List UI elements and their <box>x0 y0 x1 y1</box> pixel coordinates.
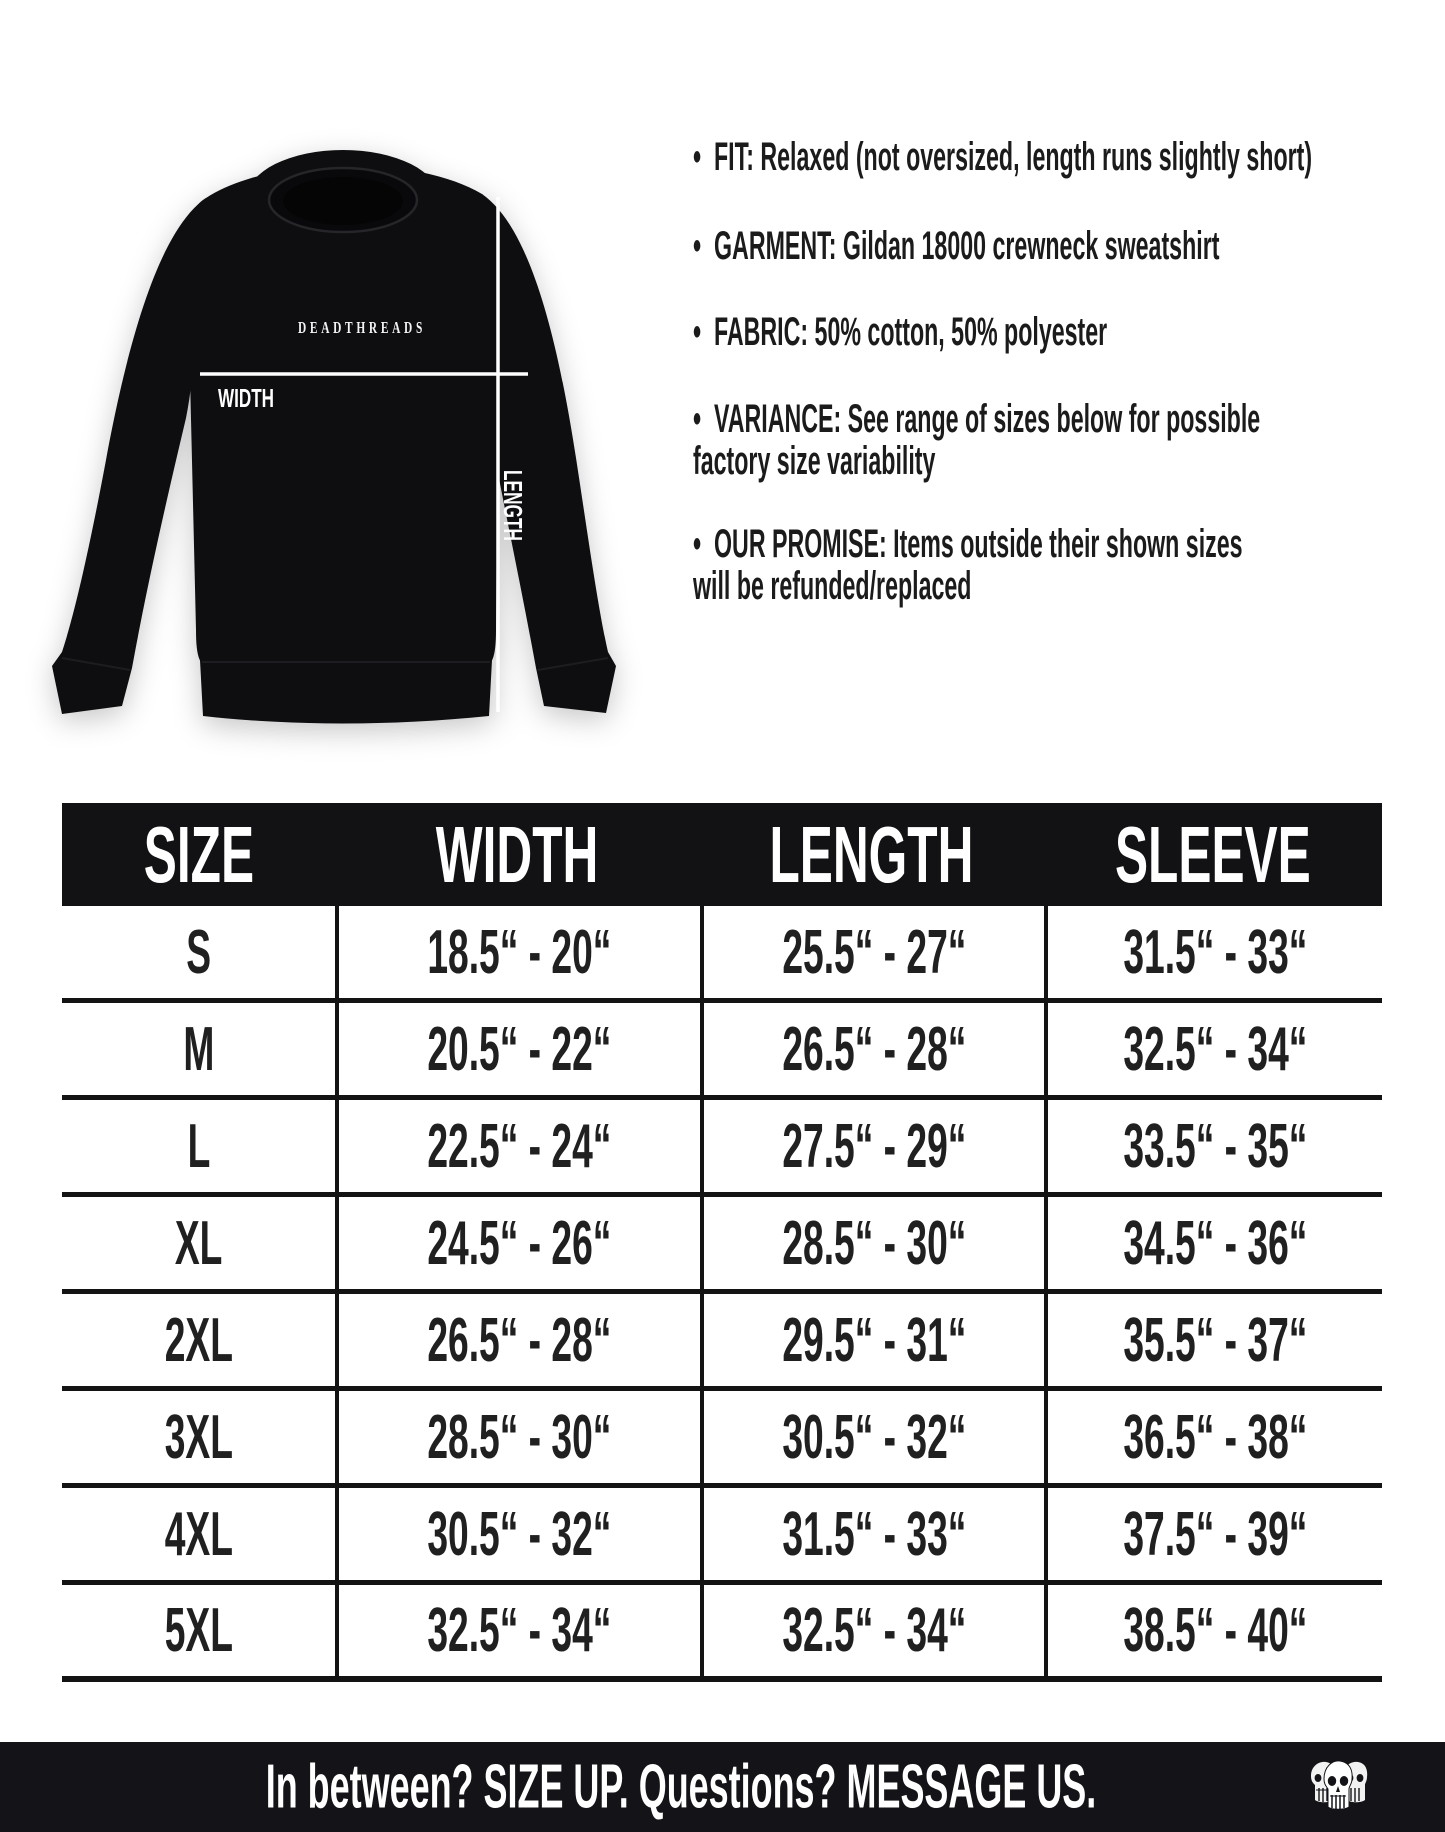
measurement-cell: 30.5“ - 32“ <box>700 1391 1044 1488</box>
size-table-body <box>62 906 1382 1682</box>
bullet-variance-text-1: • VARIANCE: See range of sizes below for possible <box>693 398 1260 440</box>
length-label: LENGTH <box>498 470 528 577</box>
measurement-cell: 22.5“ - 24“ <box>335 1100 700 1197</box>
header-length: LENGTH <box>769 809 974 899</box>
bullet-fabric <box>693 311 1407 353</box>
measurement-cell: 32.5“ - 34“ <box>1044 1003 1382 1100</box>
brand-chest-text: DEADTHREADS <box>298 318 426 337</box>
size-table-header <box>62 803 1382 906</box>
header-size: SIZE <box>143 809 254 899</box>
measurement-cell: 37.5“ - 39“ <box>1044 1488 1382 1585</box>
measurement-cell: 30.5“ - 32“ <box>335 1488 700 1585</box>
three-skulls-icon <box>1303 1752 1375 1824</box>
measurement-cell: 28.5“ - 30“ <box>700 1197 1044 1294</box>
width-label: WIDTH <box>218 383 274 413</box>
sweatshirt-silhouette <box>52 165 616 723</box>
bullet-variance-text-2: factory size variability <box>693 439 936 483</box>
size-cell: 4XL <box>62 1488 335 1585</box>
measurement-cell: 26.5“ - 28“ <box>700 1003 1044 1100</box>
bullet-fabric-text: • FABRIC: 50% cotton, 50% polyester <box>693 311 1107 353</box>
bullet-fit-text: • FIT: Relaxed (not oversized, length runs slightly short) <box>693 136 1312 178</box>
bullet-garment-text: • GARMENT: Gildan 18000 crewneck sweatshirt <box>693 225 1219 267</box>
size-cell: L <box>62 1100 335 1197</box>
measurement-cell: 27.5“ - 29“ <box>700 1100 1044 1197</box>
size-cell: 3XL <box>62 1391 335 1488</box>
measurement-cell: 38.5“ - 40“ <box>1044 1585 1382 1682</box>
measurement-cell: 25.5“ - 27“ <box>700 906 1044 1003</box>
measurement-cell: 28.5“ - 30“ <box>335 1391 700 1488</box>
sweatshirt-diagram <box>30 110 650 750</box>
measurement-cell: 24.5“ - 26“ <box>335 1197 700 1294</box>
size-cell: M <box>62 1003 335 1100</box>
header-sleeve: SLEEVE <box>1115 809 1311 899</box>
collar <box>247 150 439 246</box>
size-cell: S <box>62 906 335 1003</box>
measurement-cell: 26.5“ - 28“ <box>335 1294 700 1391</box>
bullet-garment <box>693 225 1445 267</box>
measurement-cell: 31.5“ - 33“ <box>1044 906 1382 1003</box>
measurement-cell: 36.5“ - 38“ <box>1044 1391 1382 1488</box>
measurement-cell: 29.5“ - 31“ <box>700 1294 1044 1391</box>
size-cell: 2XL <box>62 1294 335 1391</box>
bullet-promise <box>693 523 1445 607</box>
measurement-cell: 32.5“ - 34“ <box>700 1585 1044 1682</box>
measurement-cell: 20.5“ - 22“ <box>335 1003 700 1100</box>
measurement-cell: 33.5“ - 35“ <box>1044 1100 1382 1197</box>
bullet-promise-text-2: will be refunded/replaced <box>693 564 972 608</box>
bullet-promise-text-1: • OUR PROMISE: Items outside their shown sizes <box>693 523 1243 565</box>
bullet-fit <box>693 136 1445 178</box>
footer-bar <box>0 1742 1445 1832</box>
product-details-list <box>693 0 1445 760</box>
measurement-cell: 35.5“ - 37“ <box>1044 1294 1382 1391</box>
measurement-cell: 31.5“ - 33“ <box>700 1488 1044 1585</box>
measurement-cell: 32.5“ - 34“ <box>335 1585 700 1682</box>
measurement-cell: 34.5“ - 36“ <box>1044 1197 1382 1294</box>
bullet-variance <box>693 398 1445 482</box>
header-width: WIDTH <box>436 809 599 899</box>
size-table <box>62 803 1382 1682</box>
measurement-cell: 18.5“ - 20“ <box>335 906 700 1003</box>
footer-message: In between? SIZE UP. Questions? MESSAGE US. <box>265 1752 1096 1822</box>
size-cell: XL <box>62 1197 335 1294</box>
size-cell: 5XL <box>62 1585 335 1682</box>
